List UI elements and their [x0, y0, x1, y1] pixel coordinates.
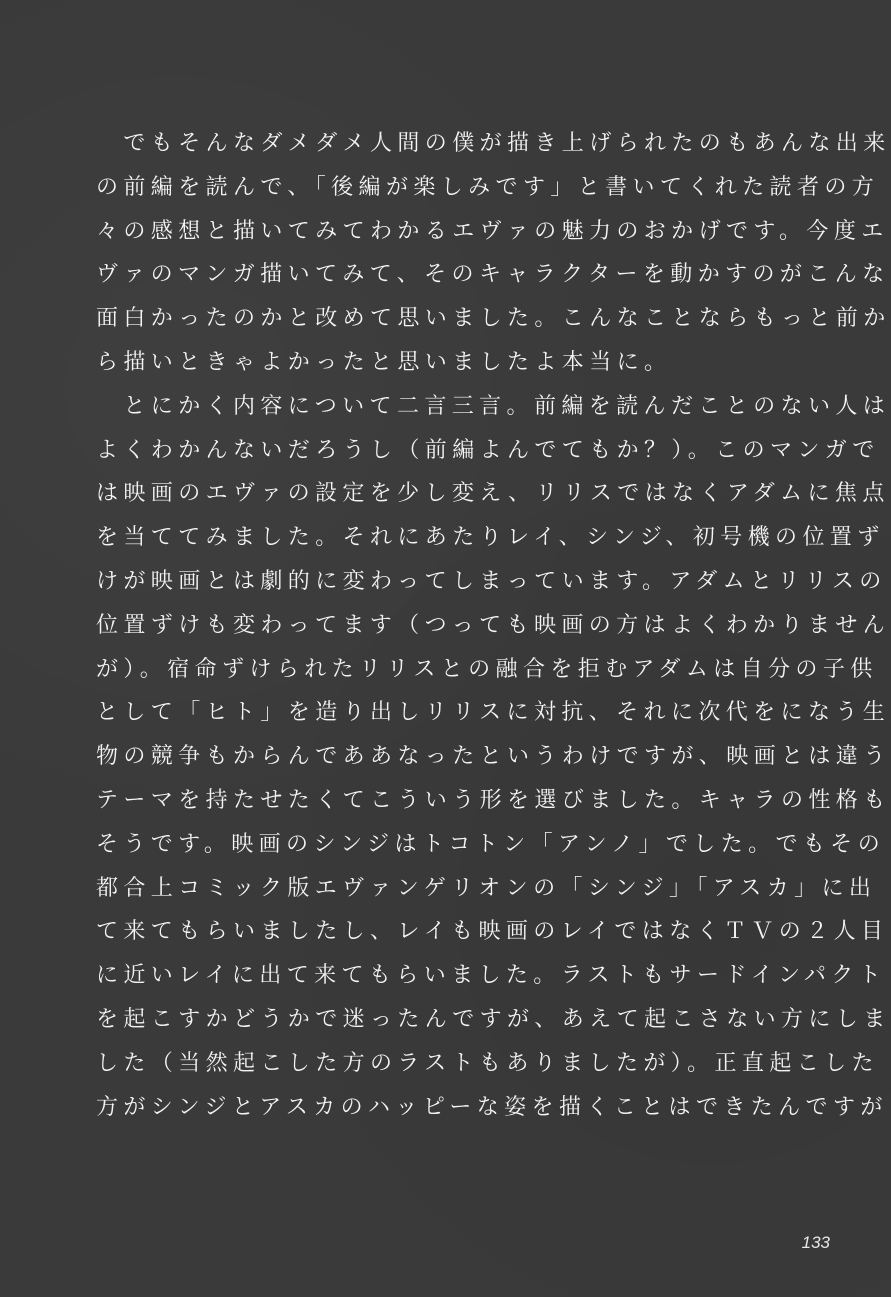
text-line: て来てもらいましたし、レイも映画のレイではなくＴＶの２人目: [96, 919, 889, 945]
text-line: を当ててみました。それにあたりレイ、シンジ、初号機の位置ず: [96, 525, 885, 551]
text-line: テーマを持たせたくてこういう形を選びました。キャラの性格も: [96, 787, 891, 813]
text-line: 位置ずけも変わってます（つっても映画の方はよくわかりません: [96, 612, 891, 638]
text-line: でもそんなダメダメ人間の僕が描き上げられたのもあんな出来: [96, 131, 891, 156]
body-text: [96, 122, 891, 1129]
text-line: 々の感想と描いてみてわかるエヴァの魅力のおかげです。今度エ: [96, 218, 889, 244]
text-line: に近いレイに出て来てもらいました。ラストもサードインパクト: [96, 963, 887, 989]
text-line: が）。宿命ずけられたリリスとの融合を拒むアダムは自分の子供: [96, 656, 878, 682]
text-line: 都合上コミック版エヴァンゲリオンの「シンジ」「アスカ」に出: [96, 875, 877, 901]
text-line: けが映画とは劇的に変わってしまっています。アダムとリリスの: [96, 568, 887, 594]
text-line: を起こすかどうかで迷ったんですが、あえて起こさない方にしま: [96, 1006, 891, 1032]
text-line: 方がシンジとアスカのハッピーな姿を描くことはできたんですが: [96, 1094, 888, 1120]
text-line: そうです。映画のシンジはトコトン「アンノ」でした。でもその: [96, 831, 886, 857]
text-line: として「ヒト」を造り出しリリスに対抗、それに次代をになう生: [96, 700, 891, 726]
text-line: ら描いときゃよかったと思いましたよ本当に。: [96, 349, 672, 375]
text-line: の前編を読んで、「後編が楽しみです」と書いてくれた読者の方: [96, 174, 880, 200]
text-line: は映画のエヴァの設定を少し変え、リリスではなくアダムに焦点: [96, 481, 890, 507]
text-line: 物の競争もからんでああなったというわけですが、映画とは違う: [96, 744, 891, 770]
text-line: 面白かったのかと改めて思いました。こんなことならもっと前か: [96, 306, 891, 332]
text-line: とにかく内容について二言三言。前編を読んだことのない人は: [96, 393, 891, 419]
text-line: ヴァのマンガ描いてみて、そのキャラクターを動かすのがこんな: [96, 262, 890, 288]
text-line: した（当然起こした方のラストもありましたが）。正直起こした: [96, 1050, 879, 1076]
page-number: 133: [801, 1233, 830, 1252]
text-line: よくわかんないだろうし（前編よんでてもか？）。このマンガで: [96, 437, 880, 463]
